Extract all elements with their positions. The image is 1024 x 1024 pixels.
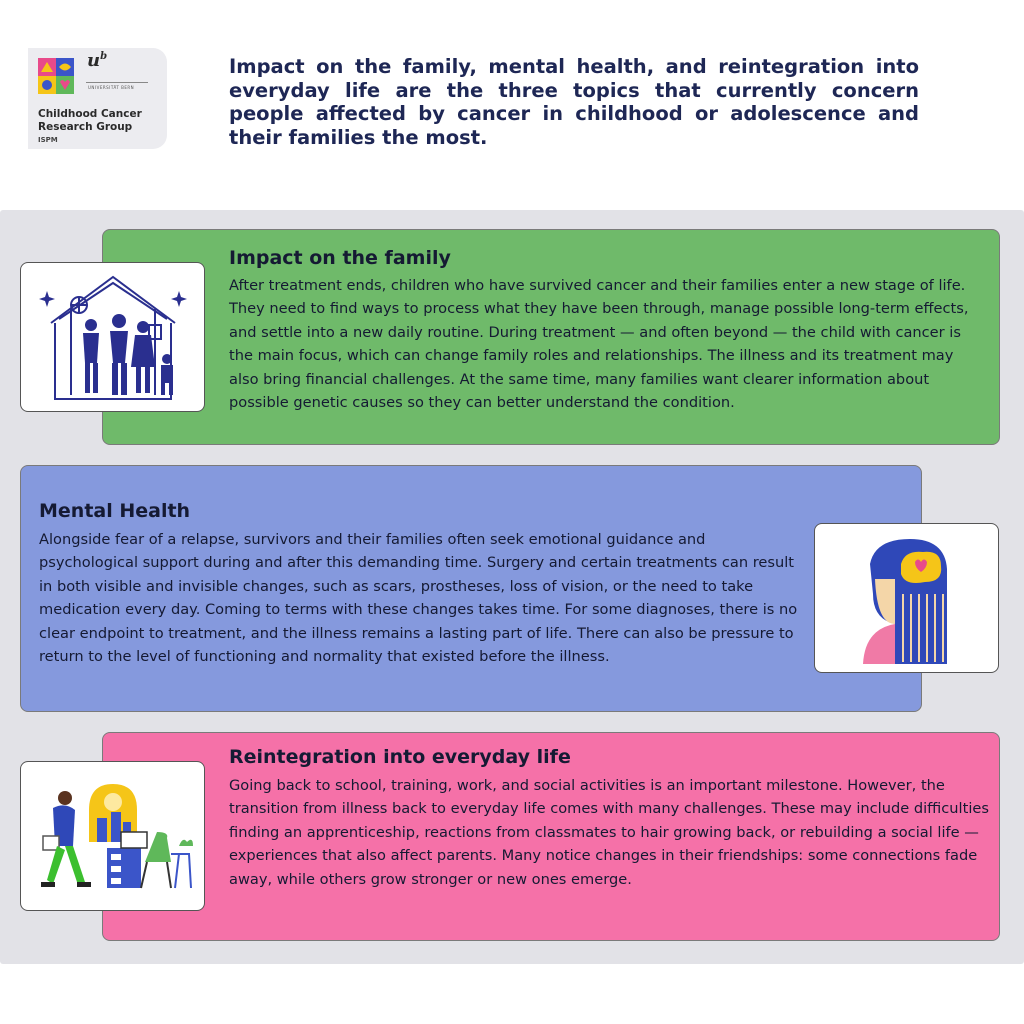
mental-health-body: Alongside fear of a relapse, survivors and their families often seek emotional guidance and psychological support during and after this demanding time. Surgery and certain treatments can result in both visible and invisible changes, such as scars, prostheses, loss of vision, or the need to take medication every day. Coming to terms with these changes takes time. For some diagnoses, there is no clear endpoint to treatment, and the illness remains a lasting part of life. There can also be pressure to return to the level of functioning and normality that existed before the illness. <box>39 531 798 666</box>
group-name: Childhood Cancer Research Group <box>38 108 142 133</box>
family-body: After treatment ends, children who have survived cancer and their families enter a new stage of life. They need to find ways to process what they have been through, manage possible long-term effects, and settle into a new daily routine. During treatment — and often beyond — the child with cancer is the main focus, which can change family roles and relationships. The illness and its treatment may also bring financial challenges. At the same time, many families want clearer information about possible genetic causes so they can better understand the condition. <box>229 277 969 412</box>
family-title: Impact on the family <box>229 247 451 269</box>
reintegration-card <box>102 732 1000 941</box>
workplace-icon <box>21 762 204 910</box>
head-heart-icon <box>815 524 998 672</box>
page-headline: Impact on the family, mental health, and reintegration into everyday life are the three topics that currently concern people affected by cancer in childhood or adolescence and their families the most. <box>229 55 919 149</box>
family-card <box>102 229 1000 445</box>
logo-block <box>28 48 167 149</box>
reintegration-illustration <box>20 761 205 911</box>
mental-health-illustration <box>814 523 999 673</box>
mental-health-card <box>20 465 922 712</box>
logo-divider <box>86 82 148 83</box>
university-name: UNIVERSITÄT BERN <box>88 85 135 90</box>
university-logo-mark: $u^b$ <box>87 50 108 71</box>
reintegration-body: Going back to school, training, work, and social activities is an important milestone. However, the transition from illness back to everyday life comes with many challenges. These may include difficulties finding an apprenticeship, reactions from classmates to hair growing back, or rebuilding a social life — experiences that also affect parents. Many notice changes in their friendships: some connections fade away, while others grow stronger or new ones emerge. <box>229 777 989 888</box>
institute-name: ISPM <box>38 136 58 144</box>
family-house-icon <box>21 263 204 411</box>
reintegration-title: Reintegration into everyday life <box>229 746 571 768</box>
logo-mosaic-icon <box>38 58 74 94</box>
family-illustration <box>20 262 205 412</box>
mental-health-title: Mental Health <box>39 500 191 522</box>
